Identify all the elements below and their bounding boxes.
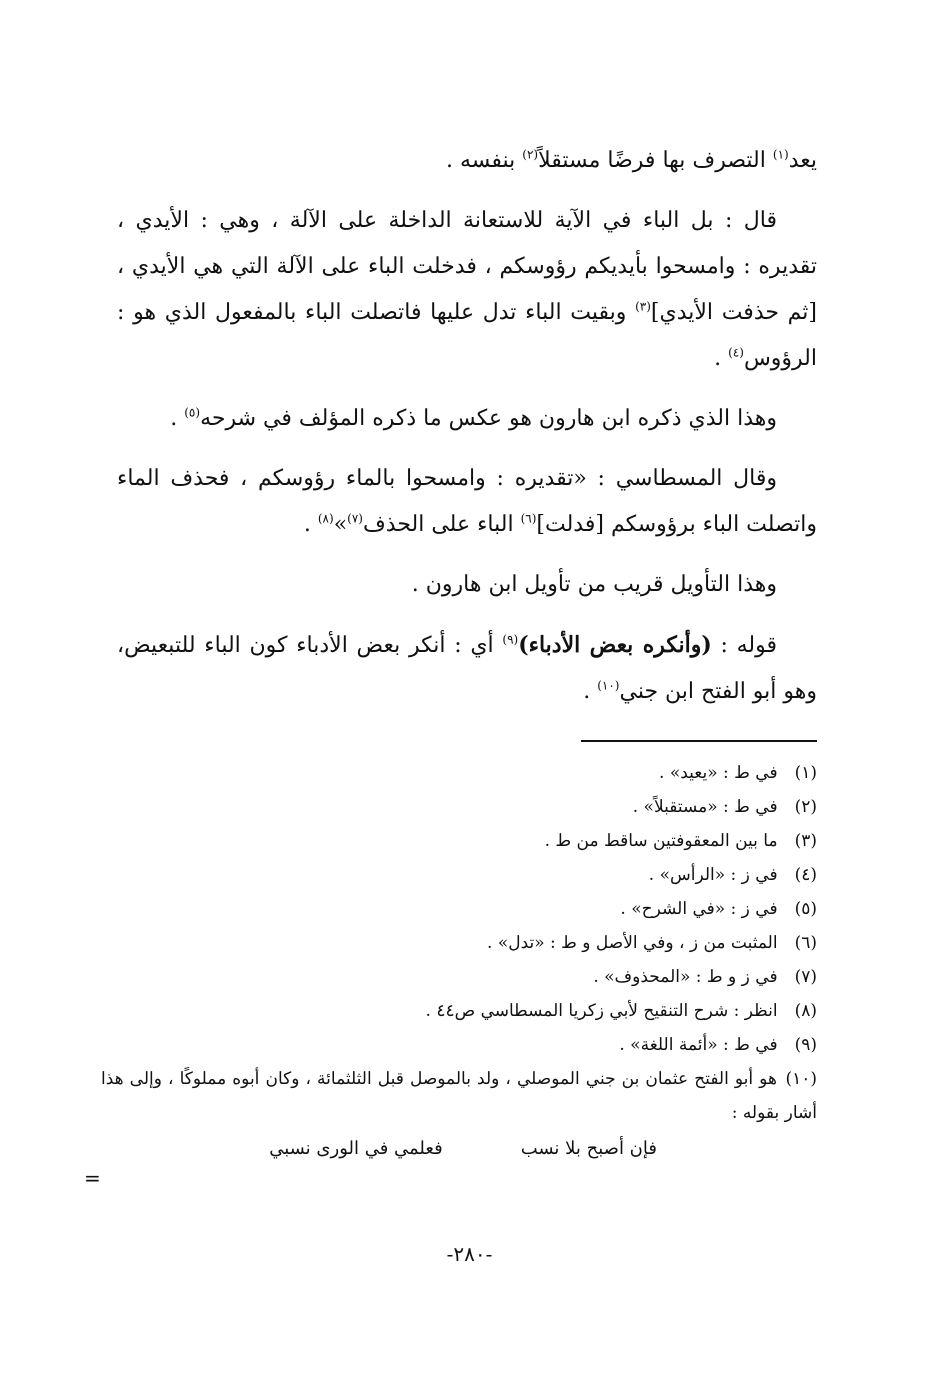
footnote-6: (٦) المثبت من ز ، وفي الأصل و ط : «تدل» . <box>487 933 817 953</box>
footnote-separator <box>581 740 817 742</box>
paragraph-1: يعد$^{(١)}$ التصرف بها فرضًا مستقلاً$^{(٢)}$ بنفسه . <box>445 147 817 173</box>
main-text <box>117 138 817 715</box>
paragraph-4: وقال المسطاسي : «تقديره : وامسحوا بالماء رؤوسكم ، فحذف الماء واتصلت الباء برؤوسكم [فدلت]$^{(٦)}$ الباء على الحذف$^{(٧)}$»$^{(٨)}$ . <box>117 466 817 537</box>
footnotes <box>101 756 817 1166</box>
continuation-mark: = <box>84 1166 101 1190</box>
footnote-7: (٧) في ز و ط : «المحذوف» . <box>593 967 817 987</box>
footnote-10: (١٠) هو أبو الفتح عثمان بن جني الموصلي ، ولد بالموصل قبل الثلثمائة ، وكان أبوه مملوكًا ، وإلى هذا أشار بقوله : <box>101 1069 818 1123</box>
paragraph-5: وهذا التأويل قريب من تأويل ابن هارون . <box>411 572 777 597</box>
footnote-5: (٥) في ز : «في الشرح» . <box>620 899 817 919</box>
footnote-3: (٣) ما بين المعقوفتين ساقط من ط . <box>544 831 817 851</box>
verse-first-hemistich: فإن أصبح بلا نسب <box>520 1138 657 1159</box>
footnote-8: (٨) انظر : شرح التنقيح لأبي زكريا المسطاسي ص٤٤ . <box>425 1001 817 1021</box>
page-number: -٢٨٠- <box>446 1242 493 1266</box>
verse-line <box>101 1132 817 1166</box>
verse-second-hemistich: فعلمي في الورى نسبي <box>269 1138 443 1159</box>
paragraph-6: قوله : (وأنكره بعض الأدباء)$^{(٩)}$ أي : أنكر بعض الأدباء كون الباء للتبعيض، وهو أبو الفتح ابن جني$^{(١٠)}$ . <box>117 632 817 704</box>
footnote-4: (٤) في ز : «الرأس» . <box>648 865 817 885</box>
paragraph-2: قال : بل الباء في الآية للاستعانة الداخلة على الآلة ، وهي : الأيدي ، تقديره : وامسحوا بأيديكم رؤوسكم ، فدخلت الباء على الآلة التي هي الأيدي ، [ثم حذفت الأيدي]$^{(٣)}$ وبقيت الباء تدل عليها فاتصلت الباء بالمفعول الذي هو : الرؤوس$^{(٤)}$ . <box>117 208 817 371</box>
footnote-9: (٩) في ط : «أئمة اللغة» . <box>619 1035 817 1055</box>
paragraph-3: وهذا الذي ذكره ابن هارون هو عكس ما ذكره المؤلف في شرحه$^{(٥)}$ . <box>170 405 777 431</box>
footnote-2: (٢) في ط : «مستقبلاً» . <box>632 797 817 817</box>
footnote-1: (١) في ط : «يعيد» . <box>659 763 817 783</box>
